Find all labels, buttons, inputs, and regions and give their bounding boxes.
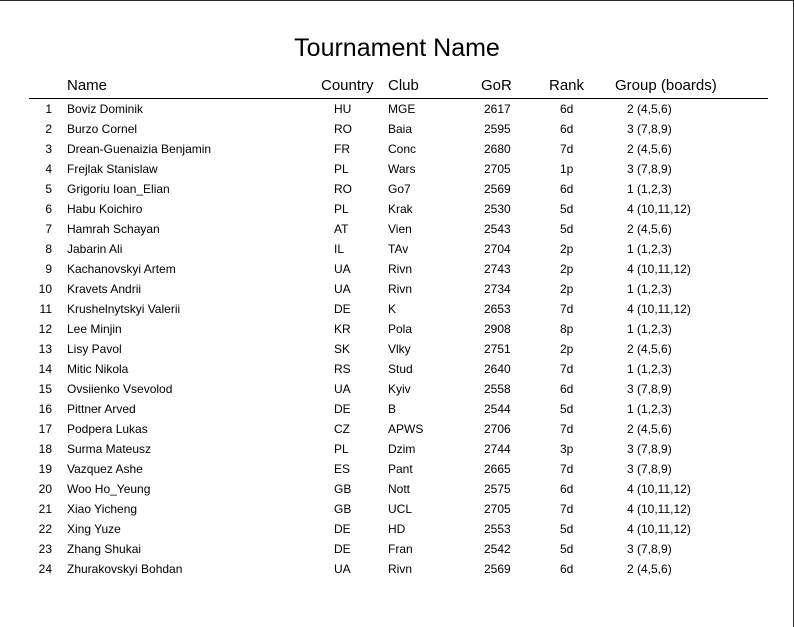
player-name: Boviz Dominik — [67, 102, 144, 116]
player-country: HU — [334, 102, 352, 116]
player-group: 4 (10,11,12) — [627, 482, 691, 496]
player-name: Frejlak Stanislaw — [67, 162, 158, 176]
player-club: K — [388, 302, 397, 316]
player-rank: 6d — [560, 482, 574, 496]
table-row — [0, 259, 794, 279]
player-group: 2 (4,5,6) — [627, 102, 672, 116]
player-name: Krushelnytskyi Valerii — [67, 302, 181, 316]
player-rank: 5d — [560, 542, 574, 556]
player-club: TAv — [388, 242, 409, 256]
player-country: RS — [334, 362, 351, 376]
player-number: 20 — [38, 482, 52, 496]
player-name: Lisy Pavol — [67, 342, 122, 356]
player-group: 2 (4,5,6) — [627, 562, 672, 576]
player-number: 23 — [38, 542, 52, 556]
player-number: 2 — [45, 122, 52, 136]
player-rank: 6d — [560, 382, 574, 396]
player-rank: 7d — [560, 142, 574, 156]
player-rank: 5d — [560, 522, 574, 536]
player-rank: 2p — [560, 342, 574, 356]
player-country: PL — [334, 202, 349, 216]
player-name: Kravets Andrii — [67, 282, 142, 296]
player-rank: 8p — [560, 322, 574, 336]
player-number: 5 — [45, 182, 52, 196]
player-rank: 7d — [560, 502, 574, 516]
player-country: IL — [334, 242, 345, 256]
player-number: 19 — [38, 462, 52, 476]
player-name: Zhang Shukai — [67, 542, 142, 556]
player-gor: 2705 — [484, 162, 511, 176]
player-group: 4 (10,11,12) — [627, 262, 691, 276]
player-rank: 7d — [560, 462, 574, 476]
player-name: Podpera Lukas — [67, 422, 148, 436]
player-club: Nott — [388, 482, 411, 496]
player-gor: 2665 — [484, 462, 511, 476]
player-name: Hamrah Schayan — [67, 222, 160, 236]
player-name: Drean-Guenaizia Benjamin — [67, 142, 212, 156]
player-rank: 3p — [560, 442, 574, 456]
player-group: 4 (10,11,12) — [627, 502, 691, 516]
player-number: 10 — [38, 282, 52, 296]
player-gor: 2617 — [484, 102, 511, 116]
player-gor: 2569 — [484, 182, 511, 196]
player-name: Pittner Arved — [67, 402, 136, 416]
player-number: 18 — [38, 442, 52, 456]
player-gor: 2542 — [484, 542, 511, 556]
player-name: Mitic Nikola — [67, 362, 129, 376]
table-row — [0, 519, 794, 539]
player-gor: 2744 — [484, 442, 511, 456]
player-number: 24 — [38, 562, 52, 576]
player-name: Grigoriu Ioan_Elian — [67, 182, 170, 196]
table-row — [0, 399, 794, 419]
column-header-group: Group (boards) — [615, 77, 717, 94]
player-rank: 2p — [560, 282, 574, 296]
table-row — [0, 119, 794, 139]
player-country: UA — [334, 382, 351, 396]
player-country: PL — [334, 162, 349, 176]
player-table — [0, 99, 794, 579]
table-row — [0, 199, 794, 219]
player-group: 3 (7,8,9) — [627, 462, 672, 476]
player-country: DE — [334, 542, 351, 556]
player-number: 17 — [38, 422, 52, 436]
player-number: 1 — [45, 102, 52, 116]
player-country: FR — [334, 142, 350, 156]
column-header-club: Club — [388, 77, 419, 94]
table-row — [0, 499, 794, 519]
player-group: 1 (1,2,3) — [627, 182, 672, 196]
player-rank: 6d — [560, 182, 574, 196]
player-gor: 2569 — [484, 562, 511, 576]
player-club: Wars — [388, 162, 416, 176]
player-rank: 5d — [560, 222, 574, 236]
table-row — [0, 139, 794, 159]
player-name: Habu Koichiro — [67, 202, 143, 216]
player-rank: 6d — [560, 562, 574, 576]
table-row — [0, 559, 794, 579]
player-group: 1 (1,2,3) — [627, 322, 672, 336]
player-name: Xing Yuze — [67, 522, 121, 536]
player-country: CZ — [334, 422, 350, 436]
player-number: 14 — [38, 362, 52, 376]
player-country: ES — [334, 462, 351, 476]
player-gor: 2734 — [484, 282, 511, 296]
player-gor: 2706 — [484, 422, 511, 436]
player-group: 3 (7,8,9) — [627, 542, 672, 556]
column-header-gor: GoR — [481, 77, 512, 94]
player-gor: 2575 — [484, 482, 511, 496]
page-title: Tournament Name — [294, 34, 500, 62]
player-rank: 7d — [560, 362, 574, 376]
player-country: UA — [334, 282, 351, 296]
player-gor: 2640 — [484, 362, 511, 376]
player-gor: 2558 — [484, 382, 511, 396]
player-group: 1 (1,2,3) — [627, 242, 672, 256]
table-row — [0, 439, 794, 459]
player-gor: 2704 — [484, 242, 511, 256]
player-club: Vien — [388, 222, 412, 236]
table-row — [0, 479, 794, 499]
player-rank: 5d — [560, 402, 574, 416]
player-group: 3 (7,8,9) — [627, 442, 672, 456]
player-club: Krak — [388, 202, 413, 216]
player-number: 7 — [45, 222, 52, 236]
player-number: 3 — [45, 142, 52, 156]
player-gor: 2751 — [484, 342, 511, 356]
player-country: PL — [334, 442, 349, 456]
player-club: Fran — [388, 542, 413, 556]
player-country: DE — [334, 302, 351, 316]
player-group: 2 (4,5,6) — [627, 142, 672, 156]
player-country: RO — [334, 182, 352, 196]
player-group: 1 (1,2,3) — [627, 282, 672, 296]
player-name: Xiao Yicheng — [67, 502, 138, 516]
player-number: 6 — [45, 202, 52, 216]
player-rank: 1p — [560, 162, 574, 176]
table-row — [0, 379, 794, 399]
player-rank: 2p — [560, 242, 574, 256]
column-header-name: Name — [67, 77, 108, 94]
player-country: RO — [334, 122, 352, 136]
player-gor: 2908 — [484, 322, 511, 336]
player-gor: 2680 — [484, 142, 511, 156]
player-club: Conc — [388, 142, 417, 156]
player-club: Kyiv — [388, 382, 411, 396]
player-number: 15 — [38, 382, 52, 396]
player-number: 12 — [38, 322, 52, 336]
column-header-rank: Rank — [549, 77, 585, 94]
player-gor: 2543 — [484, 222, 511, 236]
player-number: 11 — [39, 302, 52, 316]
player-group: 2 (4,5,6) — [627, 422, 672, 436]
table-row — [0, 219, 794, 239]
player-number: 9 — [45, 262, 52, 276]
player-country: DE — [334, 402, 351, 416]
player-rank: 2p — [560, 262, 574, 276]
table-row — [0, 179, 794, 199]
player-club: Rivn — [388, 562, 413, 576]
player-group: 2 (4,5,6) — [627, 222, 672, 236]
player-country: DE — [334, 522, 351, 536]
player-country: GB — [334, 502, 352, 516]
player-group: 3 (7,8,9) — [627, 382, 672, 396]
table-row — [0, 239, 794, 259]
player-number: 8 — [45, 242, 52, 256]
table-row — [0, 159, 794, 179]
page-border-top — [0, 0, 794, 1]
player-group: 1 (1,2,3) — [627, 362, 672, 376]
player-club: HD — [388, 522, 406, 536]
player-club: Dzim — [388, 442, 416, 456]
player-rank: 6d — [560, 102, 574, 116]
player-country: AT — [334, 222, 349, 236]
player-club: MGE — [388, 102, 416, 116]
table-row — [0, 539, 794, 559]
player-rank: 7d — [560, 302, 574, 316]
table-row — [0, 339, 794, 359]
player-gor: 2743 — [484, 262, 511, 276]
player-group: 2 (4,5,6) — [627, 342, 672, 356]
player-name: Vazquez Ashe — [67, 462, 143, 476]
player-gor: 2530 — [484, 202, 511, 216]
table-row — [0, 319, 794, 339]
player-group: 4 (10,11,12) — [627, 302, 691, 316]
player-country: SK — [334, 342, 351, 356]
player-gor: 2653 — [484, 302, 511, 316]
player-club: Rivn — [388, 262, 413, 276]
player-group: 3 (7,8,9) — [627, 162, 672, 176]
player-country: GB — [334, 482, 352, 496]
player-club: Go7 — [388, 182, 411, 196]
player-gor: 2553 — [484, 522, 511, 536]
player-name: Kachanovskyi Artem — [67, 262, 176, 276]
player-name: Surma Mateusz — [67, 442, 152, 456]
player-club: Pant — [388, 462, 413, 476]
player-group: 1 (1,2,3) — [627, 402, 672, 416]
player-club: Rivn — [388, 282, 413, 296]
column-header-country: Country — [321, 77, 374, 94]
table-row — [0, 99, 794, 119]
player-gor: 2544 — [484, 402, 511, 416]
player-name: Burzo Cornel — [67, 122, 138, 136]
player-number: 22 — [38, 522, 52, 536]
player-name: Ovsiienko Vsevolod — [67, 382, 173, 396]
player-club: APWS — [388, 422, 424, 436]
table-row — [0, 359, 794, 379]
player-country: UA — [334, 562, 351, 576]
player-club: Stud — [388, 362, 413, 376]
player-number: 21 — [38, 502, 52, 516]
player-rank: 6d — [560, 122, 574, 136]
player-country: UA — [334, 262, 351, 276]
player-club: Vlky — [388, 342, 411, 356]
player-club: B — [388, 402, 397, 416]
player-name: Woo Ho_Yeung — [67, 482, 151, 496]
table-row — [0, 419, 794, 439]
player-group: 4 (10,11,12) — [627, 522, 691, 536]
player-number: 4 — [45, 162, 52, 176]
player-rank: 5d — [560, 202, 574, 216]
player-country: KR — [334, 322, 351, 336]
player-number: 13 — [38, 342, 52, 356]
player-name: Jabarin Ali — [67, 242, 123, 256]
player-gor: 2705 — [484, 502, 511, 516]
table-row — [0, 299, 794, 319]
player-group: 3 (7,8,9) — [627, 122, 672, 136]
player-rank: 7d — [560, 422, 574, 436]
player-club: Pola — [388, 322, 413, 336]
player-gor: 2595 — [484, 122, 511, 136]
player-number: 16 — [38, 402, 52, 416]
player-club: UCL — [388, 502, 413, 516]
player-name: Lee Minjin — [67, 322, 122, 336]
player-club: Baia — [388, 122, 413, 136]
table-row — [0, 459, 794, 479]
table-row — [0, 279, 794, 299]
player-group: 4 (10,11,12) — [627, 202, 691, 216]
player-name: Zhurakovskyi Bohdan — [67, 562, 183, 576]
